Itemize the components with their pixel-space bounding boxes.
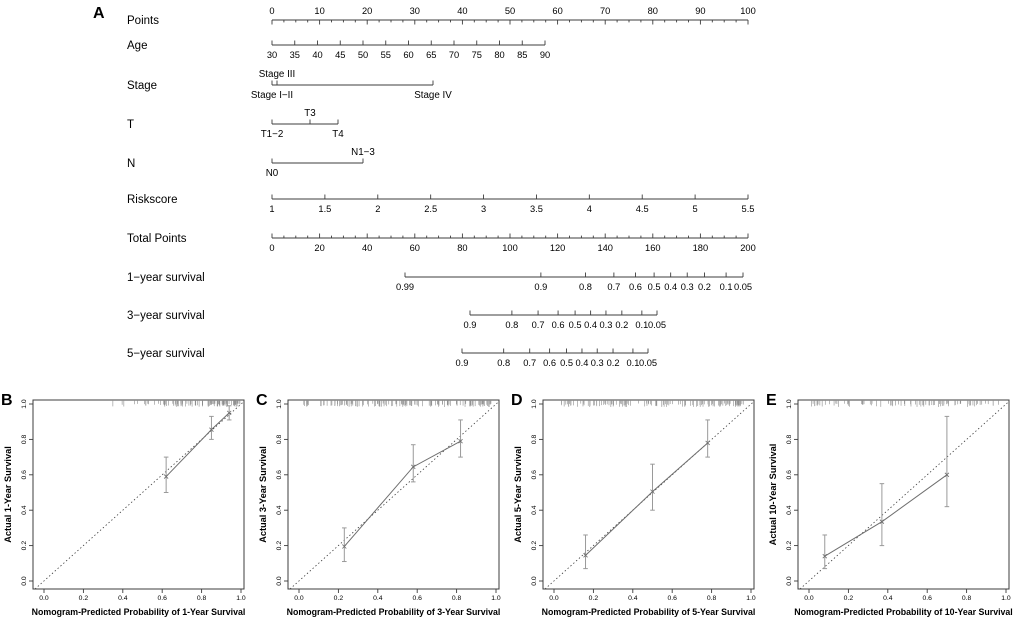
svg-text:4.5: 4.5 — [635, 204, 649, 214]
svg-text:0.6: 0.6 — [531, 470, 538, 480]
svg-text:0.7: 0.7 — [523, 358, 537, 368]
svg-text:5.5: 5.5 — [741, 204, 755, 214]
svg-text:1.0: 1.0 — [1001, 595, 1011, 602]
calibration-panel-c — [255, 388, 510, 621]
error-bars — [342, 420, 463, 562]
svg-text:0.5: 0.5 — [647, 282, 661, 292]
svg-text:55: 55 — [380, 50, 391, 60]
svg-text:0.05: 0.05 — [638, 358, 658, 368]
y-axis-title: Actual 10-Year Survival — [768, 443, 778, 546]
svg-text:1.5: 1.5 — [318, 204, 332, 214]
nomogram-row-1-year-survival — [127, 272, 752, 292]
svg-text:0.1: 0.1 — [719, 282, 733, 292]
calibration-markers — [823, 473, 949, 558]
svg-text:0.6: 0.6 — [276, 470, 283, 480]
svg-text:0.2: 0.2 — [615, 320, 629, 330]
panel-letter-b: B — [1, 392, 13, 409]
svg-text:0.4: 0.4 — [575, 358, 589, 368]
calibration-markers — [342, 439, 462, 548]
svg-text:0.2: 0.2 — [588, 595, 599, 602]
svg-text:0.2: 0.2 — [276, 540, 283, 551]
calibration-line — [166, 413, 229, 477]
svg-text:Stage III: Stage III — [258, 69, 296, 80]
row-label: N — [127, 158, 136, 170]
ideal-reference-line — [800, 401, 1009, 589]
svg-text:100: 100 — [740, 6, 756, 16]
svg-text:0.2: 0.2 — [697, 282, 711, 292]
svg-text:0.3: 0.3 — [599, 320, 613, 330]
svg-text:0.6: 0.6 — [629, 282, 642, 292]
svg-text:60: 60 — [409, 243, 420, 253]
svg-text:0.9: 0.9 — [455, 358, 469, 368]
svg-text:0.4: 0.4 — [883, 595, 893, 602]
svg-text:20: 20 — [362, 6, 373, 16]
svg-text:30: 30 — [266, 50, 278, 60]
svg-text:0.4: 0.4 — [276, 505, 283, 515]
svg-text:120: 120 — [549, 243, 566, 253]
svg-text:Stage I−II: Stage I−II — [250, 90, 294, 101]
svg-text:0.0: 0.0 — [39, 595, 49, 602]
svg-text:3: 3 — [480, 204, 487, 214]
svg-text:20: 20 — [314, 243, 325, 253]
svg-text:0.6: 0.6 — [667, 595, 677, 602]
rug-marks — [562, 400, 744, 407]
y-axis-title: Actual 1-Year Survival — [3, 446, 13, 543]
svg-text:10: 10 — [314, 6, 325, 16]
svg-text:100: 100 — [502, 243, 518, 253]
svg-text:0.6: 0.6 — [551, 320, 565, 330]
svg-text:0.05: 0.05 — [733, 282, 753, 292]
svg-text:1.0: 1.0 — [236, 595, 246, 602]
row-label: 5−year survival — [127, 348, 205, 360]
x-axis-title: Nomogram-Predicted Probability of 3-Year Survival — [286, 607, 501, 617]
svg-text:0.6: 0.6 — [543, 358, 557, 368]
svg-text:65: 65 — [426, 50, 437, 60]
svg-text:80: 80 — [647, 6, 658, 16]
svg-text:200: 200 — [740, 243, 756, 253]
nomogram-row-3-year-survival — [127, 310, 666, 330]
row-label: Total Points — [127, 233, 187, 245]
svg-text:0.7: 0.7 — [607, 282, 621, 292]
svg-text:0.05: 0.05 — [647, 320, 667, 330]
svg-text:50: 50 — [357, 50, 369, 60]
row-label: Points — [127, 15, 159, 27]
svg-text:85: 85 — [517, 50, 528, 60]
calibration-panel-e — [765, 388, 1020, 621]
svg-text:1: 1 — [269, 204, 275, 214]
rug-marks — [113, 400, 240, 407]
svg-text:80: 80 — [494, 50, 505, 60]
svg-text:0.6: 0.6 — [157, 595, 167, 602]
svg-text:0.8: 0.8 — [21, 434, 28, 445]
svg-text:45: 45 — [335, 50, 346, 60]
row-label: Age — [127, 40, 148, 52]
panel-letter-c: C — [256, 392, 268, 409]
calibration-row — [0, 388, 1020, 621]
svg-text:0.4: 0.4 — [373, 595, 383, 602]
svg-text:0.2: 0.2 — [21, 540, 28, 551]
svg-text:0.8: 0.8 — [531, 434, 538, 445]
svg-text:0.2: 0.2 — [786, 540, 793, 551]
svg-text:0.2: 0.2 — [606, 358, 620, 368]
svg-text:2: 2 — [375, 204, 381, 214]
svg-text:0.2: 0.2 — [78, 595, 89, 602]
svg-text:0.4: 0.4 — [21, 505, 28, 515]
svg-text:0.4: 0.4 — [584, 320, 598, 330]
x-axis-title: Nomogram-Predicted Probability of 1-Year Survival — [31, 607, 246, 617]
svg-text:T3: T3 — [304, 108, 316, 119]
calibration-line — [586, 443, 708, 555]
rug-marks — [811, 400, 998, 407]
svg-text:T1−2: T1−2 — [260, 129, 284, 140]
svg-text:Stage IV: Stage IV — [414, 90, 452, 101]
svg-text:0.6: 0.6 — [412, 595, 422, 602]
svg-text:0.99: 0.99 — [395, 282, 415, 292]
svg-text:160: 160 — [645, 243, 661, 253]
svg-text:N1−3: N1−3 — [351, 147, 375, 158]
svg-text:0.0: 0.0 — [294, 595, 304, 602]
svg-text:0.0: 0.0 — [804, 595, 814, 602]
svg-text:0.0: 0.0 — [21, 576, 28, 586]
svg-text:40: 40 — [312, 50, 323, 60]
svg-text:0: 0 — [269, 243, 275, 253]
svg-text:1.0: 1.0 — [21, 399, 28, 409]
panel-letter-e: E — [766, 392, 777, 409]
svg-text:40: 40 — [457, 6, 468, 16]
calibration-line — [344, 441, 460, 546]
error-bars — [164, 406, 232, 493]
svg-text:0.5: 0.5 — [560, 358, 574, 368]
svg-text:75: 75 — [471, 50, 482, 60]
svg-text:0.2: 0.2 — [843, 595, 854, 602]
y-axis-title: Actual 5-Year Survival — [513, 446, 523, 543]
x-axis-title: Nomogram-Predicted Probability of 10-Year Survival — [794, 607, 1013, 617]
svg-text:1.0: 1.0 — [786, 399, 793, 409]
row-label: Riskscore — [127, 194, 178, 206]
svg-text:0.0: 0.0 — [786, 576, 793, 586]
y-axis-title: Actual 3-Year Survival — [258, 446, 268, 543]
svg-text:0.8: 0.8 — [451, 595, 462, 602]
svg-text:0.8: 0.8 — [276, 434, 283, 445]
svg-text:0.9: 0.9 — [534, 282, 548, 292]
svg-text:1.0: 1.0 — [276, 399, 283, 409]
svg-text:0.2: 0.2 — [333, 595, 344, 602]
svg-text:3.5: 3.5 — [529, 204, 543, 214]
svg-text:0.3: 0.3 — [590, 358, 604, 368]
svg-text:0.4: 0.4 — [628, 595, 638, 602]
nomogram-row-5-year-survival — [127, 348, 657, 368]
svg-text:0.4: 0.4 — [664, 282, 678, 292]
svg-text:0.2: 0.2 — [531, 540, 538, 551]
nomogram-row-stage — [127, 69, 452, 101]
svg-text:50: 50 — [504, 6, 516, 16]
calibration-panel-d — [510, 388, 765, 621]
svg-text:0.1: 0.1 — [635, 320, 649, 330]
row-label: 1−year survival — [127, 272, 205, 284]
svg-text:1.0: 1.0 — [531, 399, 538, 409]
svg-text:0.6: 0.6 — [21, 470, 28, 480]
panel-letter-d: D — [511, 392, 523, 409]
calibration-line — [825, 475, 947, 556]
svg-text:1.0: 1.0 — [746, 595, 756, 602]
svg-text:140: 140 — [597, 243, 613, 253]
svg-text:0.8: 0.8 — [505, 320, 519, 330]
svg-text:N0: N0 — [265, 168, 279, 179]
svg-text:0.4: 0.4 — [531, 505, 538, 515]
svg-text:0.1: 0.1 — [626, 358, 640, 368]
nomogram-row-n — [127, 147, 375, 179]
svg-text:0: 0 — [269, 6, 275, 16]
axis-ticks — [276, 399, 501, 602]
svg-text:30: 30 — [409, 6, 420, 16]
svg-text:0.0: 0.0 — [549, 595, 559, 602]
svg-text:0.4: 0.4 — [118, 595, 128, 602]
axis-ticks — [786, 399, 1011, 602]
nomogram-row-points — [127, 6, 756, 27]
svg-text:0.8: 0.8 — [706, 595, 717, 602]
row-label: T — [127, 119, 135, 131]
nomogram-row-age — [127, 40, 550, 60]
svg-text:0.6: 0.6 — [786, 470, 793, 480]
svg-text:4: 4 — [586, 204, 592, 214]
svg-text:180: 180 — [692, 243, 709, 253]
nomogram-row-total-points — [127, 233, 756, 253]
svg-text:0.8: 0.8 — [579, 282, 592, 292]
svg-text:0.8: 0.8 — [961, 595, 972, 602]
svg-text:0.0: 0.0 — [531, 576, 538, 586]
svg-text:70: 70 — [448, 50, 460, 60]
ideal-reference-line — [35, 401, 244, 589]
svg-text:80: 80 — [457, 243, 468, 253]
svg-text:60: 60 — [552, 6, 563, 16]
svg-text:0.4: 0.4 — [786, 505, 793, 515]
calibration-panel-b — [0, 388, 255, 621]
svg-text:0.8: 0.8 — [196, 595, 207, 602]
panel-letter-a: A — [93, 5, 105, 22]
svg-text:0.7: 0.7 — [531, 320, 545, 330]
nomogram-row-t — [127, 108, 344, 140]
nomogram-row-riskscore — [127, 194, 754, 214]
svg-text:35: 35 — [289, 50, 300, 60]
ideal-reference-line — [290, 401, 499, 589]
svg-text:T4: T4 — [332, 129, 344, 140]
svg-text:0.9: 0.9 — [463, 320, 477, 330]
svg-text:0.8: 0.8 — [497, 358, 511, 368]
svg-text:0.0: 0.0 — [276, 576, 283, 586]
svg-text:0.3: 0.3 — [680, 282, 694, 292]
error-bars — [583, 420, 710, 569]
svg-text:1.0: 1.0 — [491, 595, 501, 602]
svg-text:0.8: 0.8 — [786, 434, 793, 445]
svg-text:0.5: 0.5 — [568, 320, 582, 330]
svg-text:2.5: 2.5 — [424, 204, 438, 214]
svg-text:5: 5 — [692, 204, 698, 214]
svg-text:70: 70 — [600, 6, 611, 16]
svg-text:0.6: 0.6 — [922, 595, 932, 602]
ideal-reference-line — [545, 401, 754, 589]
svg-text:90: 90 — [695, 6, 706, 16]
svg-text:40: 40 — [362, 243, 373, 253]
rug-marks — [304, 400, 491, 407]
row-label: Stage — [127, 80, 158, 92]
row-label: 3−year survival — [127, 310, 205, 322]
svg-text:60: 60 — [403, 50, 414, 60]
svg-text:90: 90 — [539, 50, 551, 60]
x-axis-title: Nomogram-Predicted Probability of 5-Year Survival — [541, 607, 756, 617]
